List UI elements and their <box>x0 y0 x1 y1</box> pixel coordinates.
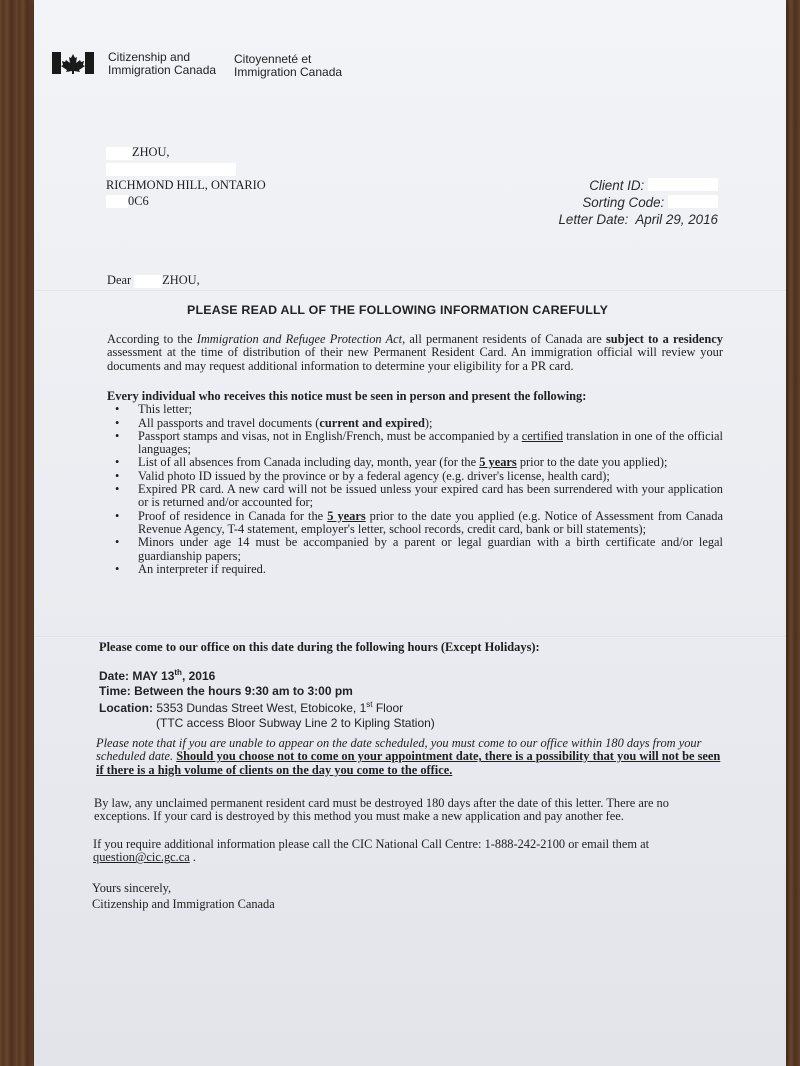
requirements-heading: Every individual who receives this notice must be seen in person and present the following: <box>107 389 587 403</box>
list-item: • Proof of residence in Canada for the 5 years prior to the date you applied (e.g. Notice of Assessment from Canada Revenue Agency, T-4 statement, employer's letter, school records, credit card, bank or bill statements); <box>107 510 723 537</box>
law-paragraph: By law, any unclaimed permanent resident card must be destroyed 180 days after the date of this letter. There are no exceptions. If your card is destroyed by this method you must make a new application and pay another fee. <box>94 796 669 824</box>
paper-fold <box>34 636 786 638</box>
redaction <box>106 147 132 160</box>
redaction <box>106 163 236 176</box>
office-heading: Please come to our office on this date during the following hours (Except Holidays): <box>99 640 540 654</box>
intro-paragraph: According to the Immigration and Refugee Protection Act, all permanent residents of Canada are subject to a residency assessment at the time of distribution of their new Permanent Resident Card. An immigration official will review your documents and may request additional information to determine your eligibility for a PR card. <box>107 332 723 373</box>
redaction <box>134 275 162 288</box>
paper-fold <box>34 290 786 292</box>
ttc-access: (TTC access Bloor Subway Line 2 to Kipling Station) <box>156 715 435 730</box>
list-item: • Minors under age 14 must be accompanied by a parent or legal guardian with a birth certificate and/or legal guardianship papers; <box>107 536 723 563</box>
appointment-location: Location: 5353 Dundas Street West, Etobicoke, 1st Floor <box>99 700 404 715</box>
redaction <box>106 195 128 208</box>
list-item: • Passport stamps and visas, not in English/French, must be accompanied by a certified translation in one of the official languages; <box>107 430 723 457</box>
contact-paragraph: If you require additional information please call the CIC National Call Centre: 1-888-242-2100 or email them at question@cic.gc.ca . <box>93 837 650 865</box>
list-item: • An interpreter if required. <box>107 563 723 576</box>
requirements-section <box>107 390 723 576</box>
redaction <box>668 195 718 208</box>
letter-title: PLEASE READ ALL OF THE FOLLOWING INFORMATION CAREFULLY <box>187 303 609 317</box>
dept-name-french: Citoyenneté et Immigration Canada <box>234 52 343 79</box>
redaction <box>648 178 718 191</box>
notice-paragraph: Please note that if you are unable to appear on the date scheduled, you must come to our office within 180 days from your scheduled date. Should you choose not to come on your appointment date, there is a possibility that you will not be seen if there is a high volume of clients on the day you come to the office. <box>96 736 721 777</box>
appointment-time: Time: Between the hours 9:30 am to 3:00 pm <box>99 683 353 698</box>
client-info: Client ID: Sorting Code: Letter Date: April 29, 2016 <box>558 178 718 227</box>
canada-flag-icon <box>52 52 94 74</box>
appointment-details <box>99 666 435 730</box>
list-item: • Expired PR card. A new card will not be issued unless your expired card has been surrendered with your application or is returned and/or accounted for; <box>107 483 723 510</box>
list-item: • All passports and travel documents (current and expired); <box>107 417 723 430</box>
recipient-address: ZHOU, RICHMOND HILL, ONTARIO 0C6 <box>106 145 266 208</box>
list-item: • This letter; <box>107 403 723 416</box>
salutation: Dear ZHOU, <box>107 273 200 287</box>
list-item: • List of all absences from Canada including day, month, year (for the 5 years prior to the date you applied); <box>107 456 723 469</box>
dept-name-english: Citizenship and Immigration Canada <box>108 50 217 77</box>
list-item: • Valid photo ID issued by the province or by a federal agency (e.g. driver's license, health card); <box>107 470 723 483</box>
appointment-date: Date: MAY 13th, 2016 <box>99 668 216 683</box>
email-link[interactable]: question@cic.gc.ca <box>93 850 190 865</box>
closing: Yours sincerely, Citizenship and Immigration Canada <box>92 881 275 911</box>
